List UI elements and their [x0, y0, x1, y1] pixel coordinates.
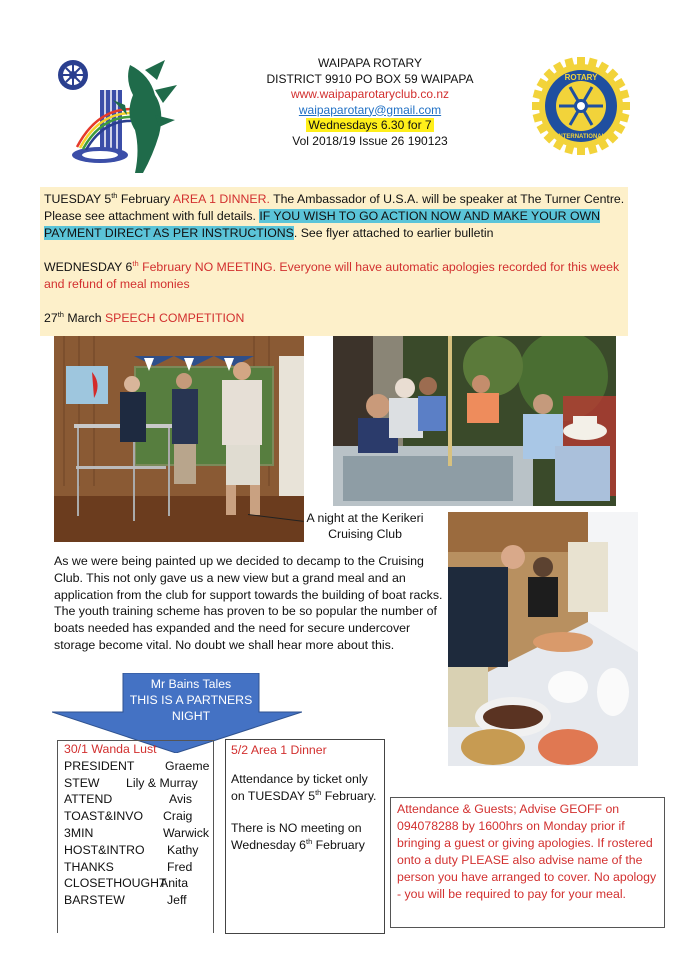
- next-meeting-title: 5/2 Area 1 Dinner: [231, 743, 327, 757]
- next-meeting-box: [225, 739, 385, 934]
- callout-text: Mr Bains Tales THIS IS A PARTNERS NIGHT: [129, 677, 253, 723]
- issue-number: Vol 2018/19 Issue 26 190123: [292, 133, 448, 148]
- roster-row: 3MIN Warwick: [64, 825, 209, 840]
- rotary-international-logo: [532, 57, 630, 155]
- buffet-photo: [448, 512, 638, 766]
- photo-caption: A night at the Kerikeri Cruising Club: [306, 511, 424, 541]
- speakers-image-icon: [54, 336, 304, 542]
- club-name: WAIPAPA ROTARY: [317, 56, 423, 70]
- international-text: INTERNATIONAL: [556, 134, 606, 140]
- notice-text: [44, 191, 634, 327]
- roster-row: ATTEND Avis: [64, 792, 193, 807]
- highlighted-instruction: IF YOU WISH TO GO ACTION NOW AND MAKE YOUR OWN PAYMENT DIRECT AS PER INSTRUCTIONS: [44, 209, 601, 240]
- rotary-text: ROTARY: [564, 73, 598, 82]
- roster-row: PRESIDENT Graeme: [64, 758, 210, 773]
- club-address: DISTRICT 9910 PO BOX 59 WAIPAPA: [266, 71, 474, 86]
- deck-dinner-photo: [333, 336, 616, 506]
- no-meeting-notice: There is NO meeting on Wednesday 6th February: [231, 821, 365, 853]
- roster-title: 30/1 Wanda Lust: [64, 742, 157, 756]
- next-meeting-detail: Attendance by ticket only on TUESDAY 5th February.: [231, 771, 377, 803]
- announcement-title: AREA 1 DINNER.: [172, 192, 270, 206]
- meeting-time: Wednesdays 6.30 for 7: [308, 118, 432, 132]
- newsletter-header: [250, 56, 490, 149]
- announcement-no-meeting: WEDNESDAY 6th February NO MEETING. Everyone will have automatic apologies recorded for this week and refund of meal monies: [44, 258, 620, 291]
- roster-row: BARSTEW Jeff: [64, 893, 187, 908]
- rotary-wheel-icon: [532, 57, 630, 155]
- waipapa-rotary-logo: [55, 55, 180, 175]
- club-speakers-photo: [54, 336, 304, 542]
- duty-roster: [57, 740, 214, 933]
- roster-row: STEW Lily & Murray: [64, 775, 198, 790]
- roster-row: TOAST&INVO Craig: [64, 809, 193, 824]
- waipapa-logo-icon: [55, 55, 180, 175]
- announcement-speech-competition: 27th March SPEECH COMPETITION: [44, 309, 245, 325]
- attendance-note: Attendance & Guests; Advise GEOFF on 094078288 by 1600hrs on Monday prior if bringing a guest or giving apologies. If rostered onto a duty PLEASE also advise name of the person you have arranged to cover. No apology - you will be required to pay for your meal.: [390, 797, 665, 928]
- deck-dinner-image-icon: [333, 336, 616, 506]
- roster-row: CLOSETHOUGHT Anita: [64, 876, 189, 891]
- website-link[interactable]: www.waipaparotaryclub.co.nz: [290, 87, 450, 101]
- article-text: As we were being painted up we decided to decamp to the Cruising Club. This not only gave us a new view but a grand meal and an application from the club for support towards the building of boat racks. The youth training scheme has proven to be so popular the number of boats needed has expanded and the need for secure undercover storage become vital. No doubt we shall hear more about this.: [54, 554, 443, 652]
- announcement-area1-dinner: TUESDAY 5th February AREA 1 DINNER. The Ambassador of U.S.A. will be speaker at The Turner Centre. Please see attachment with full details. IF YOU WISH TO GO ACTION NOW AND MAKE YOUR OWN PAYMENT DIRECT AS PER INSTRUCTIONS. See flyer attached to earlier bulletin: [44, 190, 625, 240]
- buffet-image-icon: [448, 512, 638, 766]
- roster-row: THANKS Fred: [64, 859, 193, 874]
- email-link[interactable]: waipaparotary@gmail.com: [298, 102, 442, 117]
- roster-row: HOST&INTRO Kathy: [64, 842, 199, 857]
